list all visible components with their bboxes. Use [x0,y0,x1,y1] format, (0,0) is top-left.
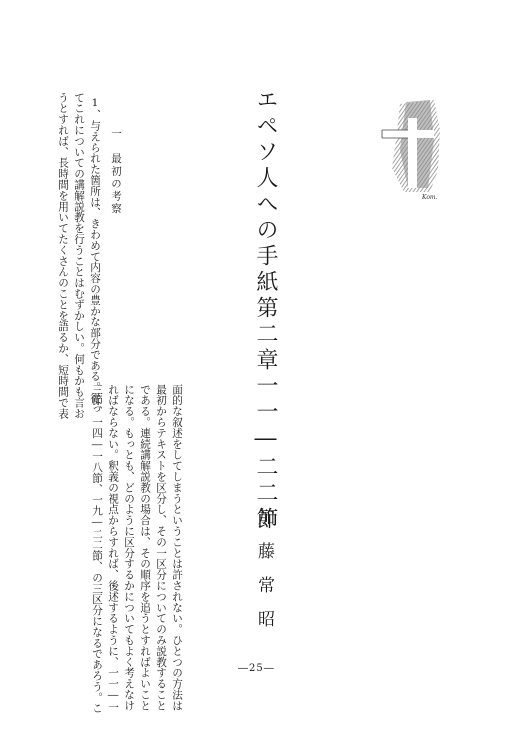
body-line: 最初からテキストを区分し、その一区分についてのみ説教すること [155,384,167,711]
section-heading: 一 最初の考察 [110,128,122,216]
page-title: エペソ人への手紙第二章一一―二二節 [253,88,278,533]
author-name: 加藤常昭 [254,508,274,644]
cross-illustration-icon [378,100,458,205]
body-line: である。連続講解説教の場合は、その順序を追うとすればよいこと [139,384,151,711]
body-line: になる。もっとも、どのように区分するかについてもよく考えなけ [123,384,135,711]
body-line: うとすれば、長時間を用いてたくさんのことを語るか、短時間で表 [57,92,69,419]
artist-signature: Kom. [422,194,438,201]
page-number: ―25― [238,663,275,674]
body-line: 面的な叙述をしてしまうということは許されない。ひとつの方法は [171,384,183,711]
body-line: てこれについての講解説教を行うことはむずかしい。何もかも言お [73,92,85,419]
body-line: 1、与えられた箇所は、きわめて内容の豊かな部分である。従っ [89,97,101,415]
body-line: ればならない。釈義の視点からすれば、後述するように、一一―一 [107,384,119,713]
body-line: 三節、一四―一八節、一九―二二節、の三区分になるであろう。こ [91,384,103,714]
